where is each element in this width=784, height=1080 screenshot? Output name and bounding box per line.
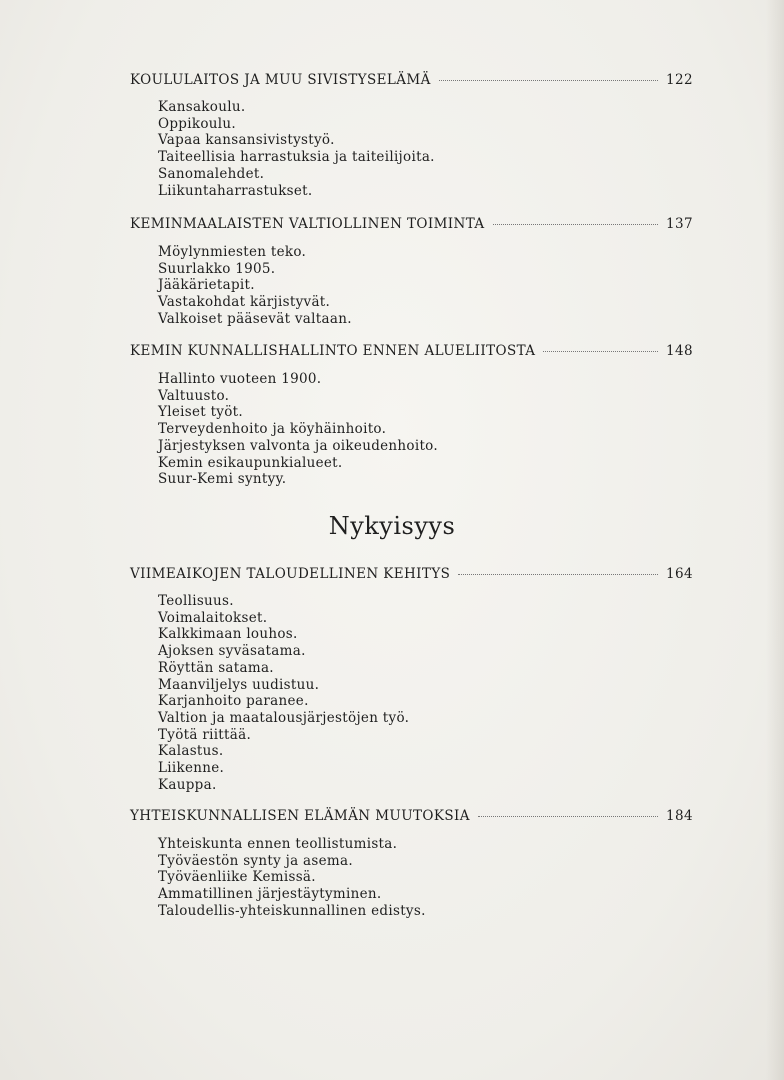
toc-subitem: Liikenne. xyxy=(158,760,225,777)
toc-subitem: Työtä riittää. xyxy=(158,726,252,743)
toc-subitem: Ammatillinen järjestäytyminen. xyxy=(158,886,382,903)
toc-subitem: Suur-Kemi syntyy. xyxy=(158,471,287,488)
toc-subitem: Liikuntaharrastukset. xyxy=(158,182,313,199)
toc-section-taloudellinen xyxy=(130,566,693,793)
toc-subitem: Kauppa. xyxy=(158,776,217,793)
toc-subitem: Valtuusto. xyxy=(158,387,230,404)
toc-entry-page: 122 xyxy=(666,72,693,88)
toc-subitem: Teollisuus. xyxy=(158,593,234,609)
dot-leader xyxy=(478,816,658,817)
dot-leader xyxy=(439,80,658,81)
toc-subitem: Valkoiset pääsevät valtaan. xyxy=(158,310,352,327)
toc-section-koululaitos xyxy=(130,72,693,199)
toc-section-valtiollinen xyxy=(130,216,693,328)
toc-entry-page: 137 xyxy=(666,216,693,232)
toc-entry[interactable] xyxy=(130,216,693,236)
toc-subitems xyxy=(130,244,690,328)
dot-leader xyxy=(543,351,658,352)
toc-subitem: Jääkärietapit. xyxy=(158,277,255,294)
toc-subitem: Kemin esikaupunkialueet. xyxy=(158,454,343,471)
toc-subitem: Kalkkimaan louhos. xyxy=(158,626,298,643)
toc-subitem: Yleiset työt. xyxy=(158,404,243,421)
toc-subitem: Vastakohdat kärjistyvät. xyxy=(158,294,331,311)
dot-leader xyxy=(493,224,658,225)
toc-subitem: Hallinto vuoteen 1900. xyxy=(158,371,322,387)
toc-subitem: Yhteiskunta ennen teollistumista. xyxy=(158,836,398,852)
toc-subitem: Valtion ja maatalousjärjestöjen työ. xyxy=(158,709,410,726)
toc-entry-title: KOULULAITOS JA MUU SIVISTYSELÄMÄ xyxy=(130,72,431,88)
toc-section-kunnallishallinto xyxy=(130,343,693,488)
toc-entry-page: 148 xyxy=(666,343,693,359)
toc-subitem: Ajoksen syväsatama. xyxy=(158,643,306,660)
toc-subitem: Kansakoulu. xyxy=(158,99,246,115)
toc-subitem: Kalastus. xyxy=(158,743,224,760)
toc-entry-page: 164 xyxy=(666,566,693,582)
toc-subitem: Vapaa kansansivistystyö. xyxy=(158,132,335,149)
toc-entry[interactable] xyxy=(130,566,693,586)
toc-subitem: Karjanhoito paranee. xyxy=(158,693,309,710)
toc-entry-page: 184 xyxy=(666,808,693,824)
dot-leader xyxy=(458,574,658,575)
toc-subitems xyxy=(130,593,690,793)
toc-section-yhteiskunnallinen xyxy=(130,808,693,920)
toc-subitems xyxy=(130,371,690,488)
toc-entry[interactable] xyxy=(130,72,693,92)
toc-entry[interactable] xyxy=(130,343,693,363)
toc-subitems xyxy=(130,99,690,199)
toc-subitem: Työväestön synty ja asema. xyxy=(158,852,353,869)
toc-subitem: Voimalaitokset. xyxy=(158,609,268,626)
toc-subitem: Röyttän satama. xyxy=(158,659,274,676)
toc-subitem: Taiteellisia harrastuksia ja taiteilijoita. xyxy=(158,149,435,166)
toc-entry-title: VIIMEAIKOJEN TALOUDELLINEN KEHITYS xyxy=(130,566,451,582)
toc-subitems xyxy=(130,836,690,920)
toc-entry-title: KEMINMAALAISTEN VALTIOLLINEN TOIMINTA xyxy=(130,216,485,232)
toc-subitem: Maanviljelys uudistuu. xyxy=(158,676,320,693)
part-heading: Nykyisyys xyxy=(328,512,456,540)
toc-subitem: Suurlakko 1905. xyxy=(158,260,276,277)
toc-subitem: Järjestyksen valvonta ja oikeudenhoito. xyxy=(158,437,438,454)
toc-subitem: Möylynmiesten teko. xyxy=(158,244,307,260)
toc-entry[interactable] xyxy=(130,808,693,828)
toc-entry-title: YHTEISKUNNALLISEN ELÄMÄN MUUTOKSIA xyxy=(130,808,470,824)
toc-entry-title: KEMIN KUNNALLISHALLINTO ENNEN ALUELIITOSTA xyxy=(130,343,536,359)
toc-subitem: Sanomalehdet. xyxy=(158,165,265,182)
page-edge-shadow xyxy=(766,0,784,1080)
toc-subitem: Oppikoulu. xyxy=(158,115,236,132)
toc-subitem: Työväenliike Kemissä. xyxy=(158,869,316,886)
toc-subitem: Terveydenhoito ja köyhäinhoito. xyxy=(158,421,387,438)
toc-subitem: Taloudellis-yhteiskunnallinen edistys. xyxy=(158,902,426,919)
